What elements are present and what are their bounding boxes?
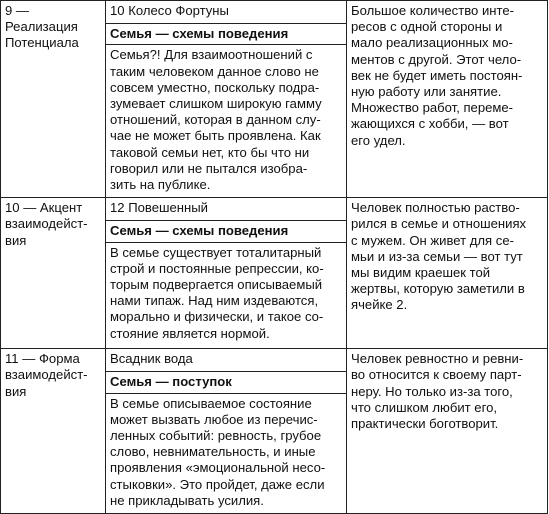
text-line: совсем уместно, поскольку подра-: [110, 79, 320, 95]
text-line: может вызвать любое из перечис-: [110, 411, 318, 427]
card-cell: [106, 1, 347, 198]
text-line: слово, невнимательность, и иные: [110, 444, 316, 460]
card-cell: [106, 349, 347, 514]
position-line: вия: [5, 232, 27, 248]
text-line: таковой семьи нет, кто бы что ни: [110, 144, 310, 160]
description-line: практически боготворит.: [351, 416, 499, 432]
text-line: не прикладывать усилия.: [110, 492, 264, 508]
section-subheading: Семья — схемы поведения: [106, 220, 346, 242]
description-line: Человек ревностно и ревни-: [351, 351, 524, 367]
position-line: Реализация: [5, 19, 78, 35]
description-line: Множество работ, переме-: [351, 100, 514, 116]
description-line: жертвы, которую заметили в: [351, 281, 525, 297]
section-subheading: Семья — поступок: [106, 371, 346, 393]
text-line: стояние является нормой.: [110, 325, 270, 341]
text-line: таким человеком данное слово не: [110, 63, 319, 79]
text-line: зумевает слишком широкую гамму: [110, 96, 322, 112]
description-line: что слишком любит его,: [351, 399, 497, 415]
text-line: В семье описываемое состояние: [110, 395, 312, 411]
description-line: рился в семье и отношениях: [351, 216, 527, 232]
text-line: зить на публике.: [110, 177, 211, 193]
text-line: нами типаж. Над ним издеваются,: [110, 293, 319, 309]
position-cell: [1, 198, 106, 349]
description-line: век не будет иметь постоян-: [351, 67, 523, 83]
card-text: [110, 396, 343, 509]
position-line: Потенциала: [5, 35, 79, 51]
text-line: В семье существует тоталитарный: [110, 244, 322, 260]
description-line: неру. Но только из-за того,: [351, 383, 513, 399]
description-line: Человек полностью раство-: [351, 200, 520, 216]
card-title: 10 Колесо Фортуны: [110, 3, 229, 18]
position-line: 10 — Акцент: [5, 200, 83, 216]
description-line: мало реализационных мо-: [351, 35, 513, 51]
table-row: [1, 1, 548, 198]
card-text: [110, 47, 343, 193]
description-line: ячейке 2.: [351, 297, 408, 313]
table-row: [1, 198, 548, 349]
description-line: мьи и из-за семьи — вот тут: [351, 248, 523, 264]
description-line: с мужем. Он живет для се-: [351, 232, 514, 248]
section-subheading: Семья — схемы поведения: [106, 23, 346, 45]
text-line: чае не может быть проявлена. Как: [110, 128, 321, 144]
table-row: [1, 349, 548, 514]
text-line: Семья?! Для взаимоотношений с: [110, 47, 313, 63]
card-cell: [106, 198, 347, 349]
text-line: проявления «эмоциональной несо-: [110, 460, 326, 476]
description-cell: [347, 198, 548, 349]
position-line: взаимодейст-: [5, 216, 88, 232]
text-line: отношений, которая в данном слу-: [110, 112, 321, 128]
position-line: 11 — Форма: [5, 351, 80, 367]
card-title: 12 Повешенный: [110, 200, 208, 216]
text-line: морально и физически, и такое со-: [110, 309, 324, 325]
description-line: его удел.: [351, 132, 406, 148]
position-cell: [1, 1, 106, 198]
position-line: 9 —: [5, 3, 30, 18]
text-line: строй и постоянные репрессии, ко-: [110, 260, 324, 276]
description-line: жающихся с хобби, — вот: [351, 116, 509, 132]
description-line: Большое количество инте-: [351, 3, 514, 18]
description-line: ресов с одной стороны и: [351, 19, 503, 35]
description-line: ную работу или занятие.: [351, 84, 502, 100]
text-line: ленных событий: ревность, грубое: [110, 428, 322, 444]
text-line: стыковки». Это пройдет, даже если: [110, 476, 325, 492]
position-line: взаимодейст-: [5, 367, 88, 383]
card-text: [110, 245, 343, 342]
card-title: Всадник вода: [110, 351, 193, 367]
description-cell: [347, 1, 548, 198]
text-line: торым подвергается описываемый: [110, 277, 323, 293]
position-line: вия: [5, 383, 27, 399]
position-cell: [1, 349, 106, 514]
description-cell: [347, 349, 548, 514]
description-line: во относится к своему парт-: [351, 367, 522, 383]
description-line: ментов с другой. Этот чело-: [351, 51, 522, 67]
description-line: мы видим краешек той: [351, 265, 491, 281]
text-line: говорил или не пытался изобра-: [110, 160, 308, 176]
